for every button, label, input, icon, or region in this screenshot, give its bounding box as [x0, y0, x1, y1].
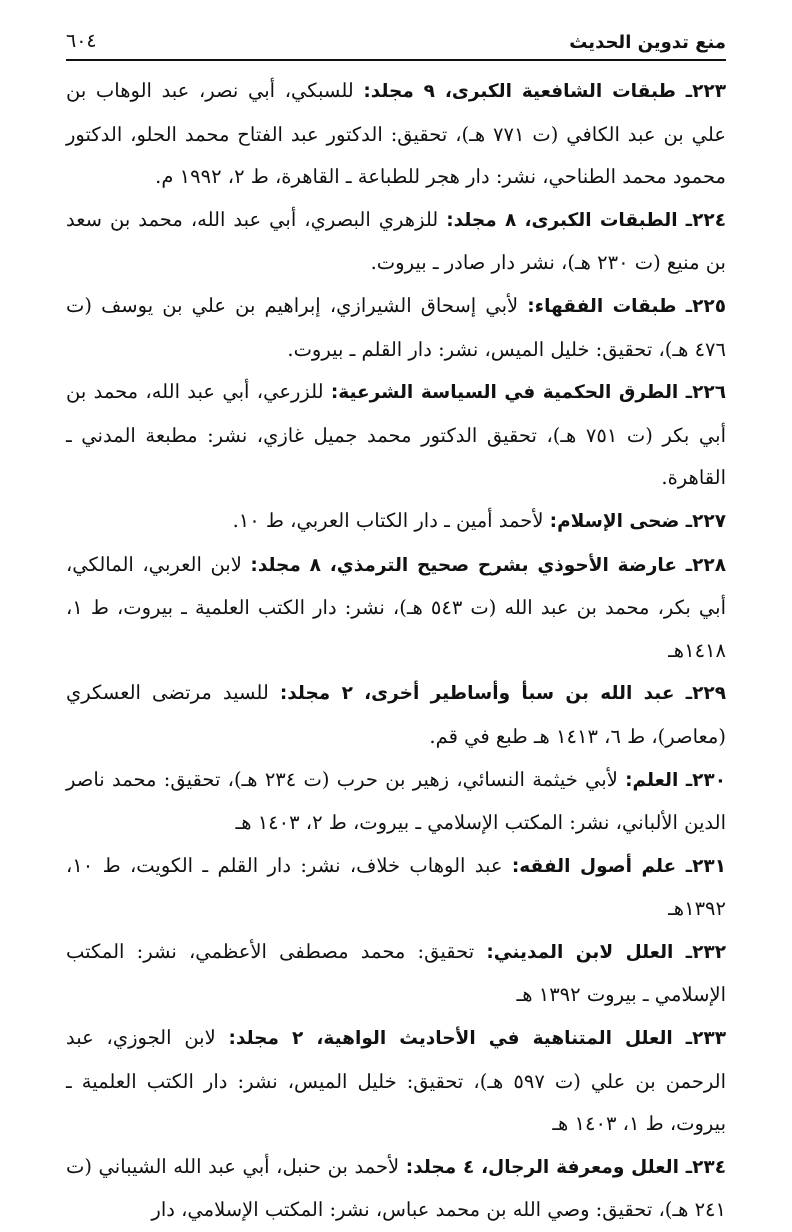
bibliography-entry — [66, 845, 726, 931]
bibliography-entry — [66, 672, 726, 758]
bibliography-entry — [66, 544, 726, 673]
entry-title: ٢٣٠ـ العلم: — [625, 769, 727, 791]
header-rule — [66, 59, 726, 61]
bibliography-entry — [66, 199, 726, 285]
entry-details: للسبكي، أبي نصر، عبد الوهاب بن علي بن عبد الكافي (ت ٧٧١ هـ)، تحقيق: الدكتور عبد الفتاح محمد الحلو، الدكتور محمود محمد الطناحي، نشر: دار هجر للطباعة ـ القاهرة، ط ٢، ١٩٩٢ م. — [66, 79, 726, 189]
entry-details: عبد الوهاب خلاف، نشر: دار القلم ـ الكويت، ط ١٠، ١٣٩٢هـ — [66, 853, 726, 921]
entry-title: ٢٢٧ـ ضحى الإسلام: — [549, 510, 726, 532]
entry-title: ٢٢٣ـ طبقات الشافعية الكبرى، ٩ مجلد: — [363, 81, 726, 102]
entry-details: للزهري البصري، أبي عبد الله، محمد بن سعد بن منيع (ت ٢٣٠ هـ)، نشر دار صادر ـ بيروت. — [66, 207, 726, 275]
entry-details: لأحمد بن حنبل، أبي عبد الله الشيباني (ت ٢٤١ هـ)، تحقيق: وصي الله بن محمد عباس، نشر: المكتب الإسلامي، دار — [66, 1154, 726, 1222]
running-header — [66, 28, 726, 58]
page-number: ٦٠٤ — [66, 30, 97, 52]
entry-details: للسيد مرتضى العسكري (معاصر)، ط ٦، ١٤١٣ هـ طبع في قم. — [66, 681, 726, 748]
entry-title: ٢٢٩ـ عبد الله بن سبأ وأساطير أخرى، ٢ مجلد: — [279, 683, 726, 705]
entry-title: ٢٢٨ـ عارضة الأحوذي بشرح صحيح الترمذي، ٨ مجلد: — [250, 554, 726, 576]
bibliography-entry — [66, 759, 726, 845]
bibliography-entry — [66, 371, 726, 500]
entry-title: ٢٣٤ـ العلل ومعرفة الرجال، ٤ مجلد: — [405, 1156, 726, 1178]
entry-title: ٢٢٦ـ الطرق الحكمية في السياسة الشرعية: — [330, 382, 726, 404]
entry-details: لابن العربي، المالكي، أبي بكر، محمد بن عبد الله (ت ٥٤٣ هـ)، نشر: دار الكتب العلمية ـ بيروت، ط ١، ١٤١٨هـ — [66, 552, 726, 662]
entry-details: تحقيق: محمد مصطفى الأعظمي، نشر: المكتب الإسلامي ـ بيروت ١٣٩٢ هـ — [66, 939, 726, 1007]
entry-title: ٢٢٤ـ الطبقات الكبرى، ٨ مجلد: — [446, 209, 726, 231]
entry-title: ٢٣٢ـ العلل لابن المديني: — [486, 941, 726, 963]
bibliography-list — [66, 70, 726, 1232]
entry-title: ٢٢٥ـ طبقات الفقهاء: — [527, 295, 726, 317]
entry-title: ٢٣١ـ علم أصول الفقه: — [511, 855, 726, 877]
entry-details: لأبي خيثمة النسائي، زهير بن حرب (ت ٢٣٤ هـ)، تحقيق: محمد ناصر الدين الألباني، نشر: المكتب الإسلامي ـ بيروت، ط ٢، ١٤٠٣ هـ — [66, 767, 726, 835]
running-title: منع تدوين الحديث — [569, 32, 726, 53]
bibliography-entry — [66, 1146, 726, 1232]
bibliography-entry — [66, 1017, 726, 1146]
bibliography-entry — [66, 285, 726, 371]
bibliography-entry — [66, 931, 726, 1017]
entry-details: لأحمد أمين ـ دار الكتاب العربي، ط ١٠. — [232, 508, 550, 532]
bibliography-entry — [66, 70, 726, 199]
entry-details: للزرعي، أبي عبد الله، محمد بن أبي بكر (ت ٧٥١ هـ)، تحقيق الدكتور محمد جميل غازي، نشر: مطبعة المدني ـ القاهرة. — [66, 380, 726, 490]
entry-details: لابن الجوزي، عبد الرحمن بن علي (ت ٥٩٧ هـ)، تحقيق: خليل الميس، نشر: دار الكتب العلمية ـ بيروت، ط ١، ١٤٠٣ هـ — [66, 1026, 726, 1136]
entry-title: ٢٣٣ـ العلل المتناهية في الأحاديث الواهية، ٢ مجلد: — [228, 1028, 726, 1050]
bibliography-entry — [66, 500, 726, 544]
entry-details: لأبي إسحاق الشيرازي، إبراهيم بن علي بن يوسف (ت ٤٧٦ هـ)، تحقيق: خليل الميس، نشر: دار القلم ـ بيروت. — [66, 293, 726, 361]
